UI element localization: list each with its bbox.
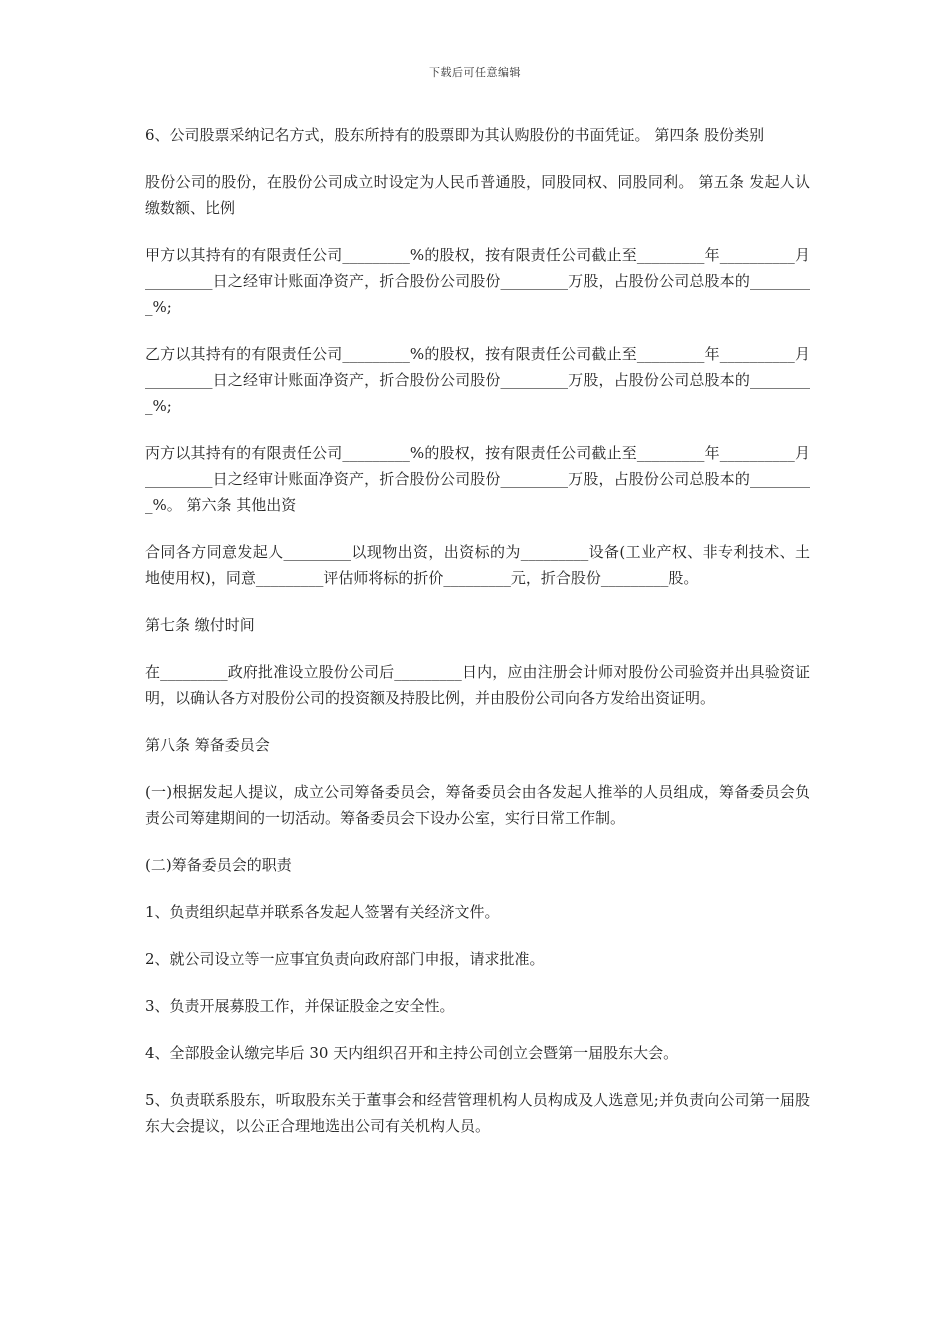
document-body — [145, 122, 810, 1160]
list-item: 3、负责开展募股工作，并保证股金之安全性。 — [145, 997, 455, 1015]
clause-paragraph: 6、公司股票采纳记名方式，股东所持有的股票即为其认购股份的书面凭证。 第四条 股份类别 — [145, 126, 765, 144]
list-item: 4、全部股金认缴完毕后 30 天内组织召开和主持公司创立会暨第一届股东大会。 — [145, 1044, 679, 1062]
section-heading: 第八条 筹备委员会 — [145, 736, 270, 754]
list-item: 1、负责组织起草并联系各发起人签署有关经济文件。 — [145, 903, 500, 921]
clause-paragraph: 甲方以其持有的有限责任公司_________%的股权，按有限责任公司截止至_________年__________月_________日之经审计账面净资产，折合股份公司股份_________万股，占股份公司总股本的_________%; — [145, 246, 810, 316]
list-item: 5、负责联系股东，听取股东关于董事会和经营管理机构人员构成及人选意见;并负责向公司第一届股东大会提议，以公正合理地选出公司有关机构人员。 — [145, 1091, 810, 1135]
clause-paragraph: 合同各方同意发起人_________以现物出资，出资标的为_________设备(工业产权、非专利技术、土地使用权)，同意_________评估师将标的折价_________元，折合股份_________股。 — [145, 543, 810, 587]
page-header-note: 下载后可任意编辑 — [429, 66, 521, 79]
clause-paragraph: 股份公司的股份，在股份公司成立时设定为人民币普通股，同股同权、同股同利。 第五条 发起人认缴数额、比例 — [145, 173, 810, 217]
list-item: 2、就公司设立等一应事宜负责向政府部门申报，请求批准。 — [145, 950, 545, 968]
clause-paragraph: (一)根据发起人提议，成立公司筹备委员会，筹备委员会由各发起人推举的人员组成，筹备委员会负责公司筹建期间的一切活动。筹备委员会下设办公室，实行日常工作制。 — [145, 783, 810, 827]
clause-paragraph: 丙方以其持有的有限责任公司_________%的股权，按有限责任公司截止至_________年__________月_________日之经审计账面净资产，折合股份公司股份_________万股，占股份公司总股本的_________%。 第六条 其他出资 — [145, 444, 810, 514]
section-heading: 第七条 缴付时间 — [145, 616, 255, 634]
subsection-heading: (二)筹备委员会的职责 — [145, 856, 292, 874]
clause-paragraph: 乙方以其持有的有限责任公司_________%的股权，按有限责任公司截止至_________年__________月_________日之经审计账面净资产，折合股份公司股份_________万股，占股份公司总股本的_________%; — [145, 345, 810, 415]
clause-paragraph: 在_________政府批准设立股份公司后_________日内，应由注册会计师对股份公司验资并出具验资证明，以确认各方对股份公司的投资额及持股比例，并由股份公司向各方发给出资证明。 — [145, 663, 810, 707]
